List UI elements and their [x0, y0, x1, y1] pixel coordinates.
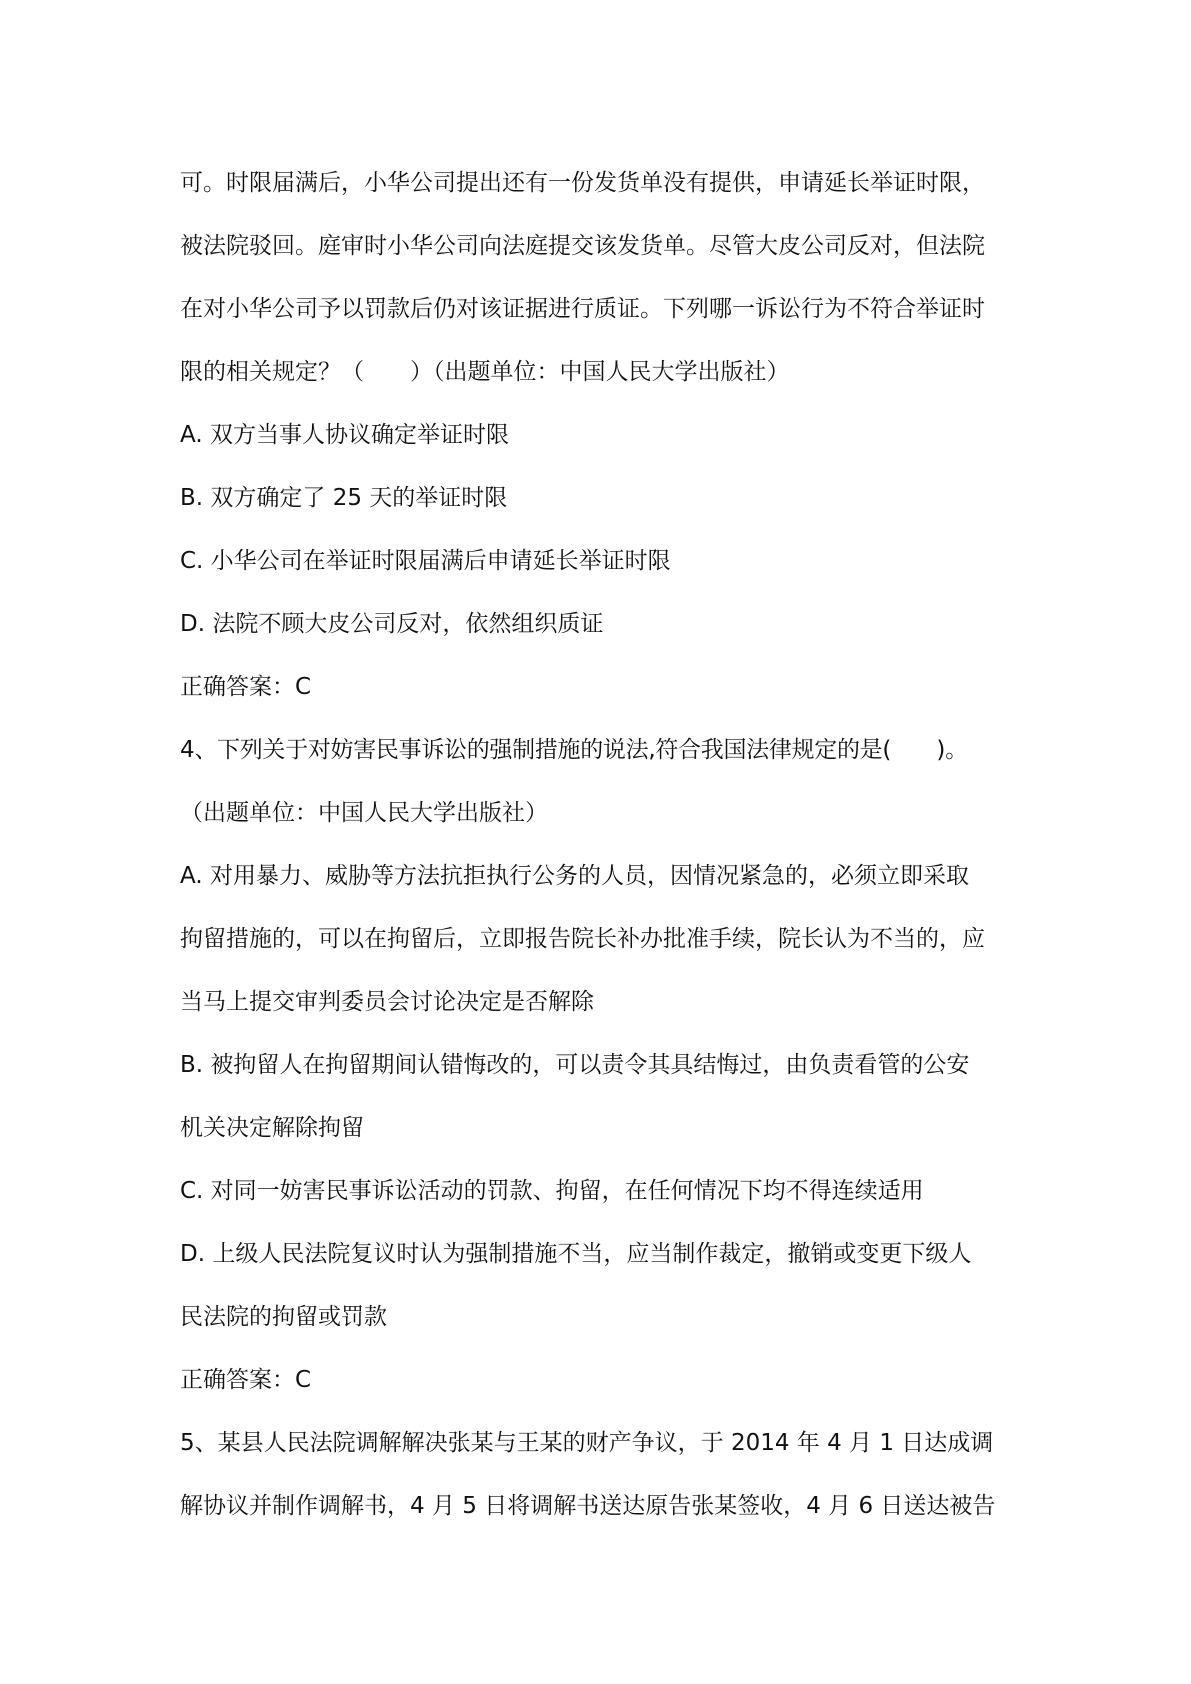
question-4-stem-line-1: 4、下列关于对妨害民事诉讼的强制措施的说法,符合我国法律规定的是( )。 [180, 737, 968, 763]
question-4-option-a-line-3: 当马上提交审判委员会讨论决定是否解除 [180, 989, 594, 1015]
question-3-stem-line-1: 可。时限届满后，小华公司提出还有一份发货单没有提供，申请延长举证时限， [180, 170, 985, 196]
question-4-option-b-line-2: 机关决定解除拘留 [180, 1115, 364, 1141]
question-4-option-a-line-1: A. 对用暴力、威胁等方法抗拒执行公务的人员，因情况紧急的，必须立即采取 [180, 863, 969, 889]
question-4-stem-line-2: （出题单位：中国人民大学出版社） [180, 800, 548, 826]
question-3-stem-line-3: 在对小华公司予以罚款后仍对该证据进行质证。下列哪一诉讼行为不符合举证时 [180, 296, 985, 322]
question-3-stem-line-4: 限的相关规定？（ ）（出题单位：中国人民大学出版社） [180, 359, 790, 385]
question-3-option-d: D. 法院不顾大皮公司反对，依然组织质证 [180, 611, 604, 637]
question-5-stem-line-2: 解协议并制作调解书，4 月 5 日将调解书送达原告张某签收，4 月 6 日送达被告 [180, 1493, 996, 1519]
question-4-option-d-line-2: 民法院的拘留或罚款 [180, 1304, 387, 1330]
question-3-stem-line-2: 被法院驳回。庭审时小华公司向法庭提交该发货单。尽管大皮公司反对，但法院 [180, 233, 985, 259]
question-4-option-b-line-1: B. 被拘留人在拘留期间认错悔改的，可以责令其具结悔过，由负责看管的公安 [180, 1052, 970, 1078]
question-4-option-c: C. 对同一妨害民事诉讼活动的罚款、拘留，在任何情况下均不得连续适用 [180, 1178, 924, 1204]
question-3-option-a: A. 双方当事人协议确定举证时限 [180, 422, 509, 448]
question-3-answer: 正确答案：C [180, 674, 312, 700]
question-3-option-b: B. 双方确定了 25 天的举证时限 [180, 485, 508, 511]
question-4-answer: 正确答案：C [180, 1367, 312, 1393]
question-5-stem-line-1: 5、某县人民法院调解解决张某与王某的财产争议，于 2014 年 4 月 1 日达成调 [180, 1430, 994, 1456]
question-3-option-c: C. 小华公司在举证时限届满后申请延长举证时限 [180, 548, 671, 574]
question-4-option-d-line-1: D. 上级人民法院复议时认为强制措施不当，应当制作裁定，撤销或变更下级人 [180, 1241, 972, 1267]
document-body [180, 152, 1020, 1538]
question-4-option-a-line-2: 拘留措施的，可以在拘留后，立即报告院长补办批准手续，院长认为不当的，应 [180, 926, 985, 952]
